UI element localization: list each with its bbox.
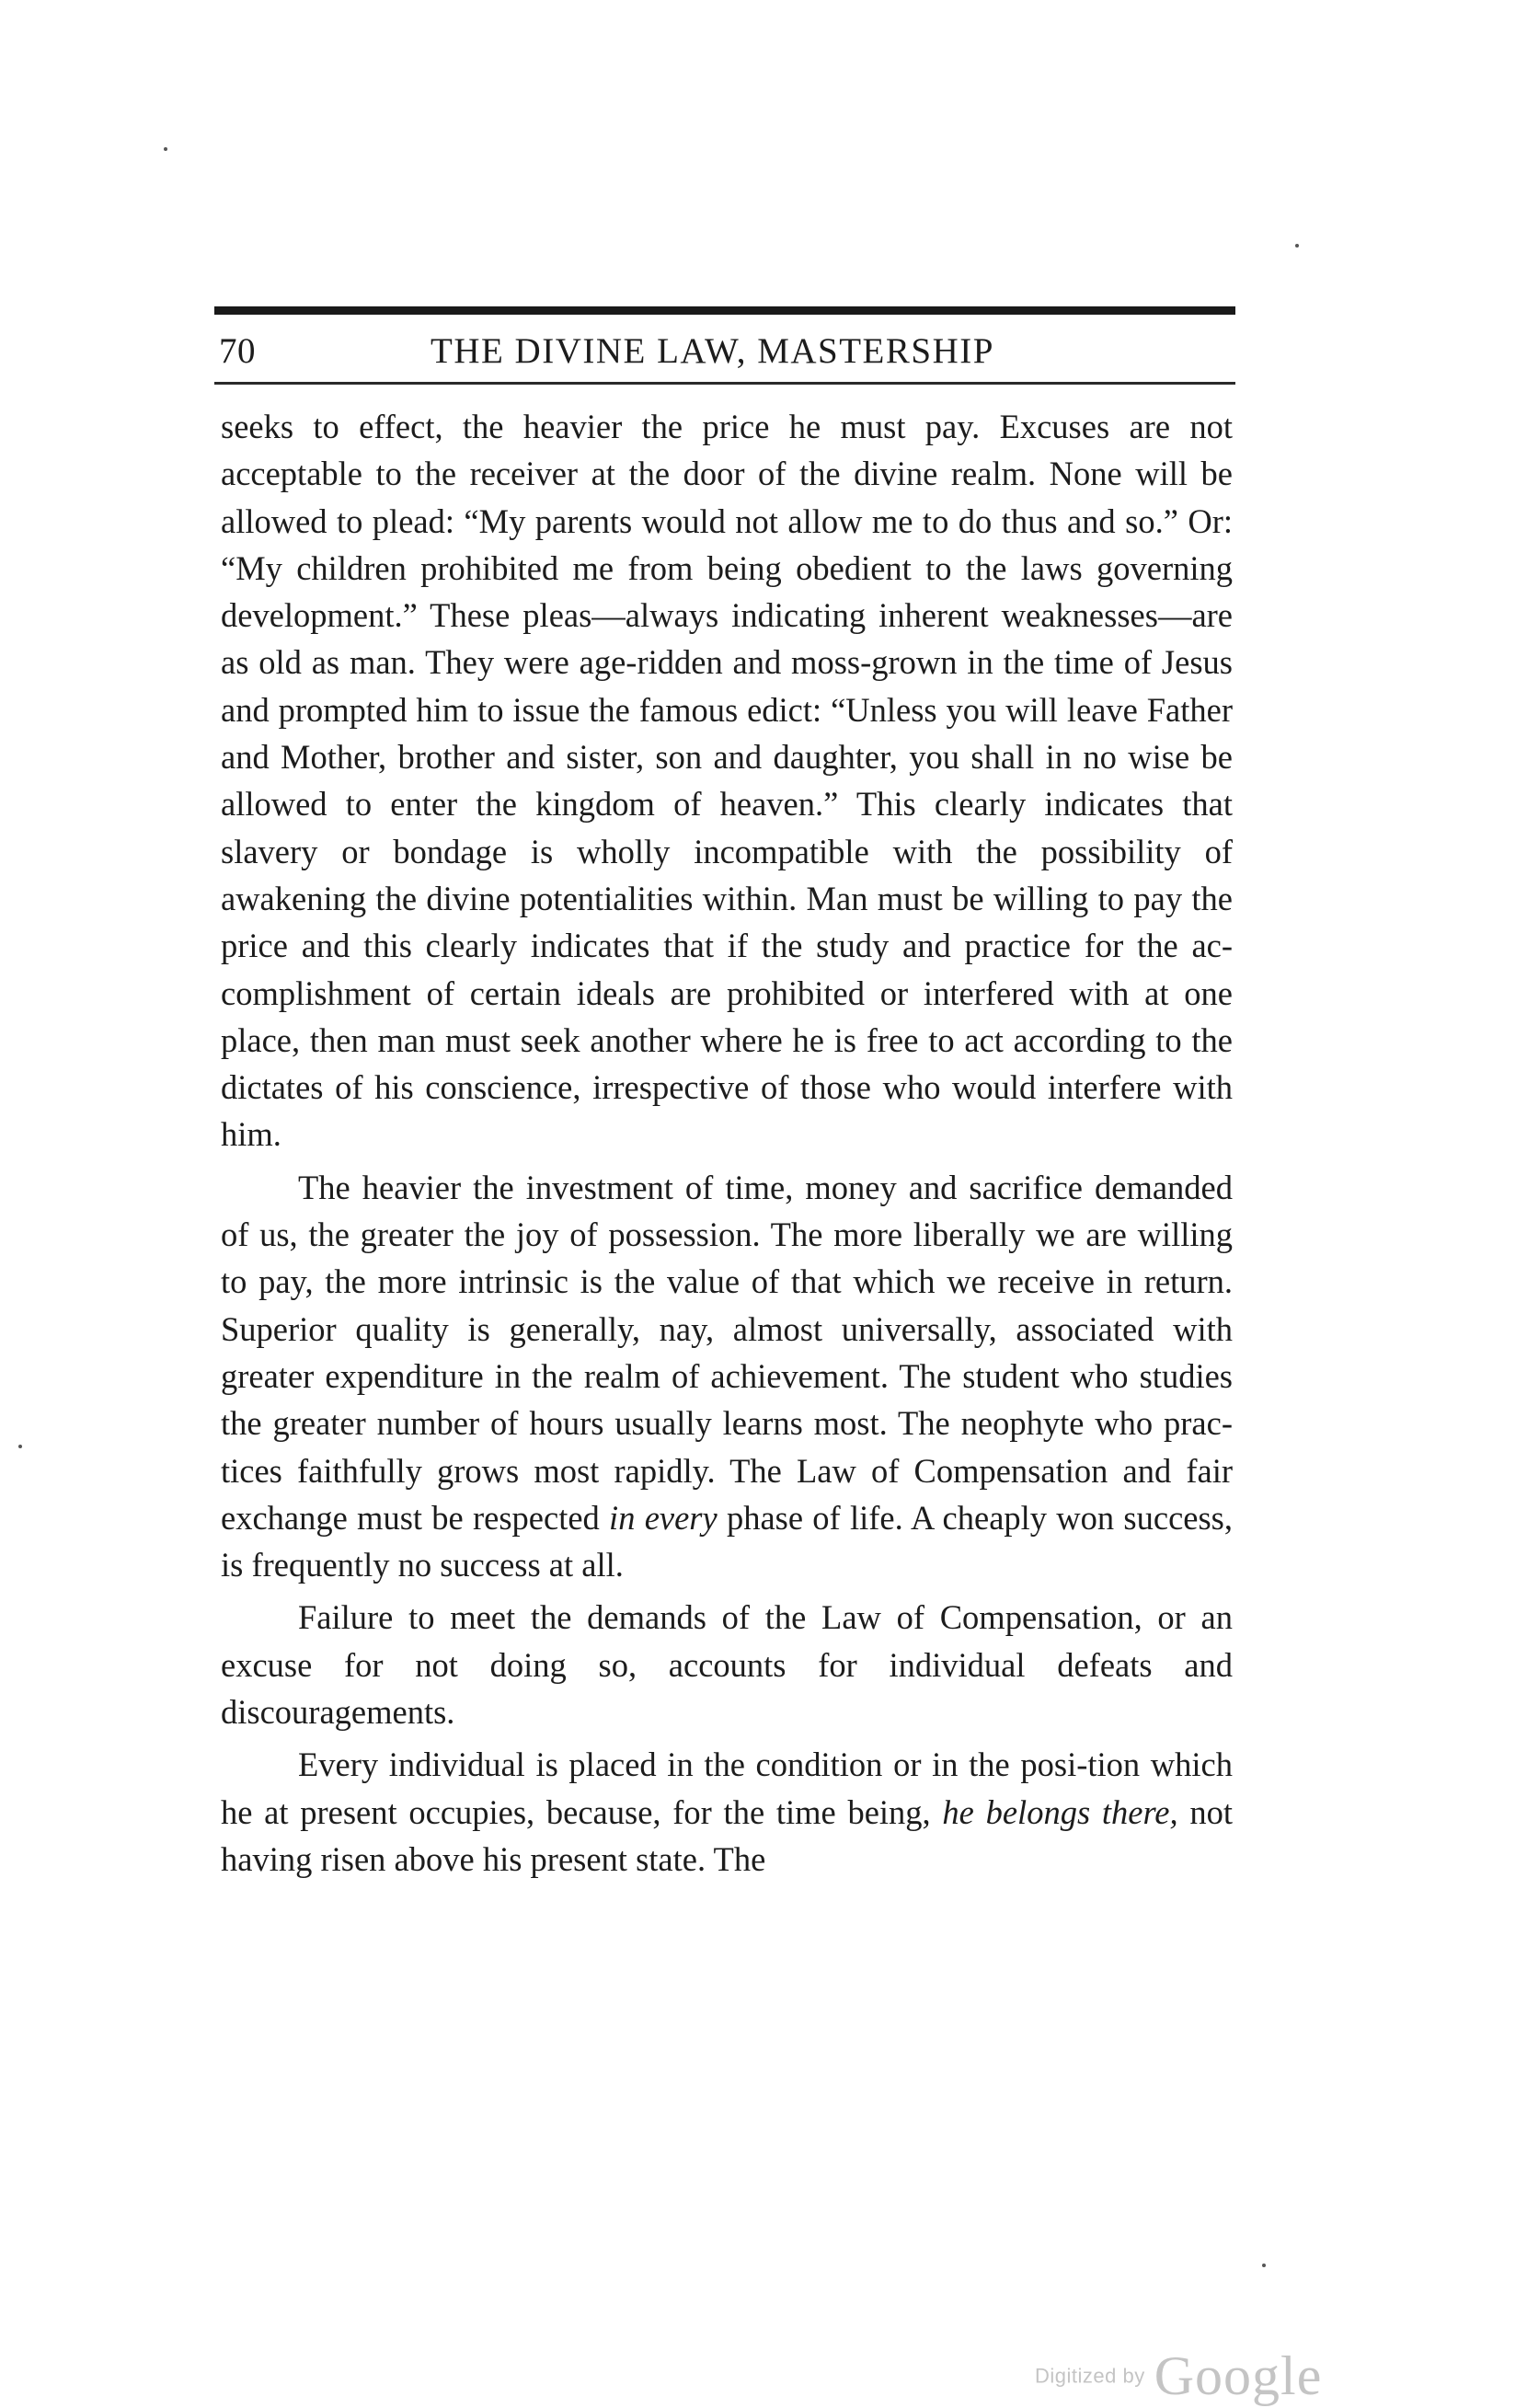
paragraph-4: [221, 1741, 1233, 1883]
google-logo: Google: [1154, 2345, 1323, 2406]
paragraph-1-text: seeks to effect, the heavier the price he must pay. Excuses are not acceptable to the receiver at the door of the divine realm. None will be allowed to plead: “My parents would not allow me to do thus and so.” Or: “My children prohibited me from being obedient to the laws governing development.” These pleas—always indicating inherent weaknesses—are as old as man. They were age-ridden and moss-grown in the time of Jesus and prompted him to issue the famous edict: “Unless you will leave Father and Mother, brother and sister, son and daughter, you shall in no wise be allowed to enter the kingdom of heaven.” This clearly indicates that slavery or bondage is wholly incompatible with the possibility of awakening the divine potentialities within. Man must be willing to pay the price and this clearly indicates that if the study and practice for the ac-complishment of certain ideals are prohibited or interfered with at one place, then man must seek another where he is free to act according to the dictates of his conscience, irrespective of those who would interfere with him.: [221, 408, 1233, 1154]
paragraph-4-text-b: not having risen above his present state. The: [221, 1792, 1234, 1878]
running-head: [219, 328, 1231, 374]
header-rule-top: [214, 306, 1235, 315]
scan-speck: [1262, 2264, 1266, 2267]
page-number: 70: [219, 331, 256, 371]
paragraph-2-text-a: The heavier the investment of time, money and sacrifice demanded of us, the greater the joy of possession. The more liberally we are willing to pay, the more intrinsic is the value of that which we receive in return. Superior quality is generally, nay, almost universally, associated with greater expenditure in the realm of achievement. The student who studies the greater number of hours usually learns most. The neophyte who prac-tices faithfully grows most rapidly. The Law of Compensation and fair exchange must be respected: [221, 1168, 1233, 1537]
paragraph-3-text: Failure to meet the demands of the Law of Compensation, or an excuse for not doing so, accounts for individual defeats and discouragements.: [221, 1598, 1233, 1732]
body-text: [221, 403, 1233, 1888]
digitized-by-label: Digitized by: [1035, 2364, 1145, 2388]
paragraph-1: [221, 403, 1233, 1158]
paragraph-3: [221, 1594, 1233, 1735]
paragraph-4-emphasis: he belongs there,: [942, 1792, 1178, 1831]
header-rule-bottom: [214, 382, 1235, 385]
paragraph-2: [221, 1164, 1233, 1589]
scan-speck: [18, 1445, 22, 1448]
scan-speck: [1295, 244, 1299, 248]
google-watermark: [1035, 2345, 1348, 2406]
paragraph-2-text-b: phase of life. A cheaply won success, is frequently no success at all.: [221, 1498, 1233, 1584]
paragraph-2-emphasis: in every: [609, 1498, 718, 1537]
running-title: THE DIVINE LAW, MASTERSHIP: [431, 331, 994, 371]
paragraph-4-text-a: Every individual is placed in the condition or in the posi-tion which he at present occupies, because, for the time being,: [221, 1746, 1233, 1831]
scan-speck: [164, 147, 167, 151]
